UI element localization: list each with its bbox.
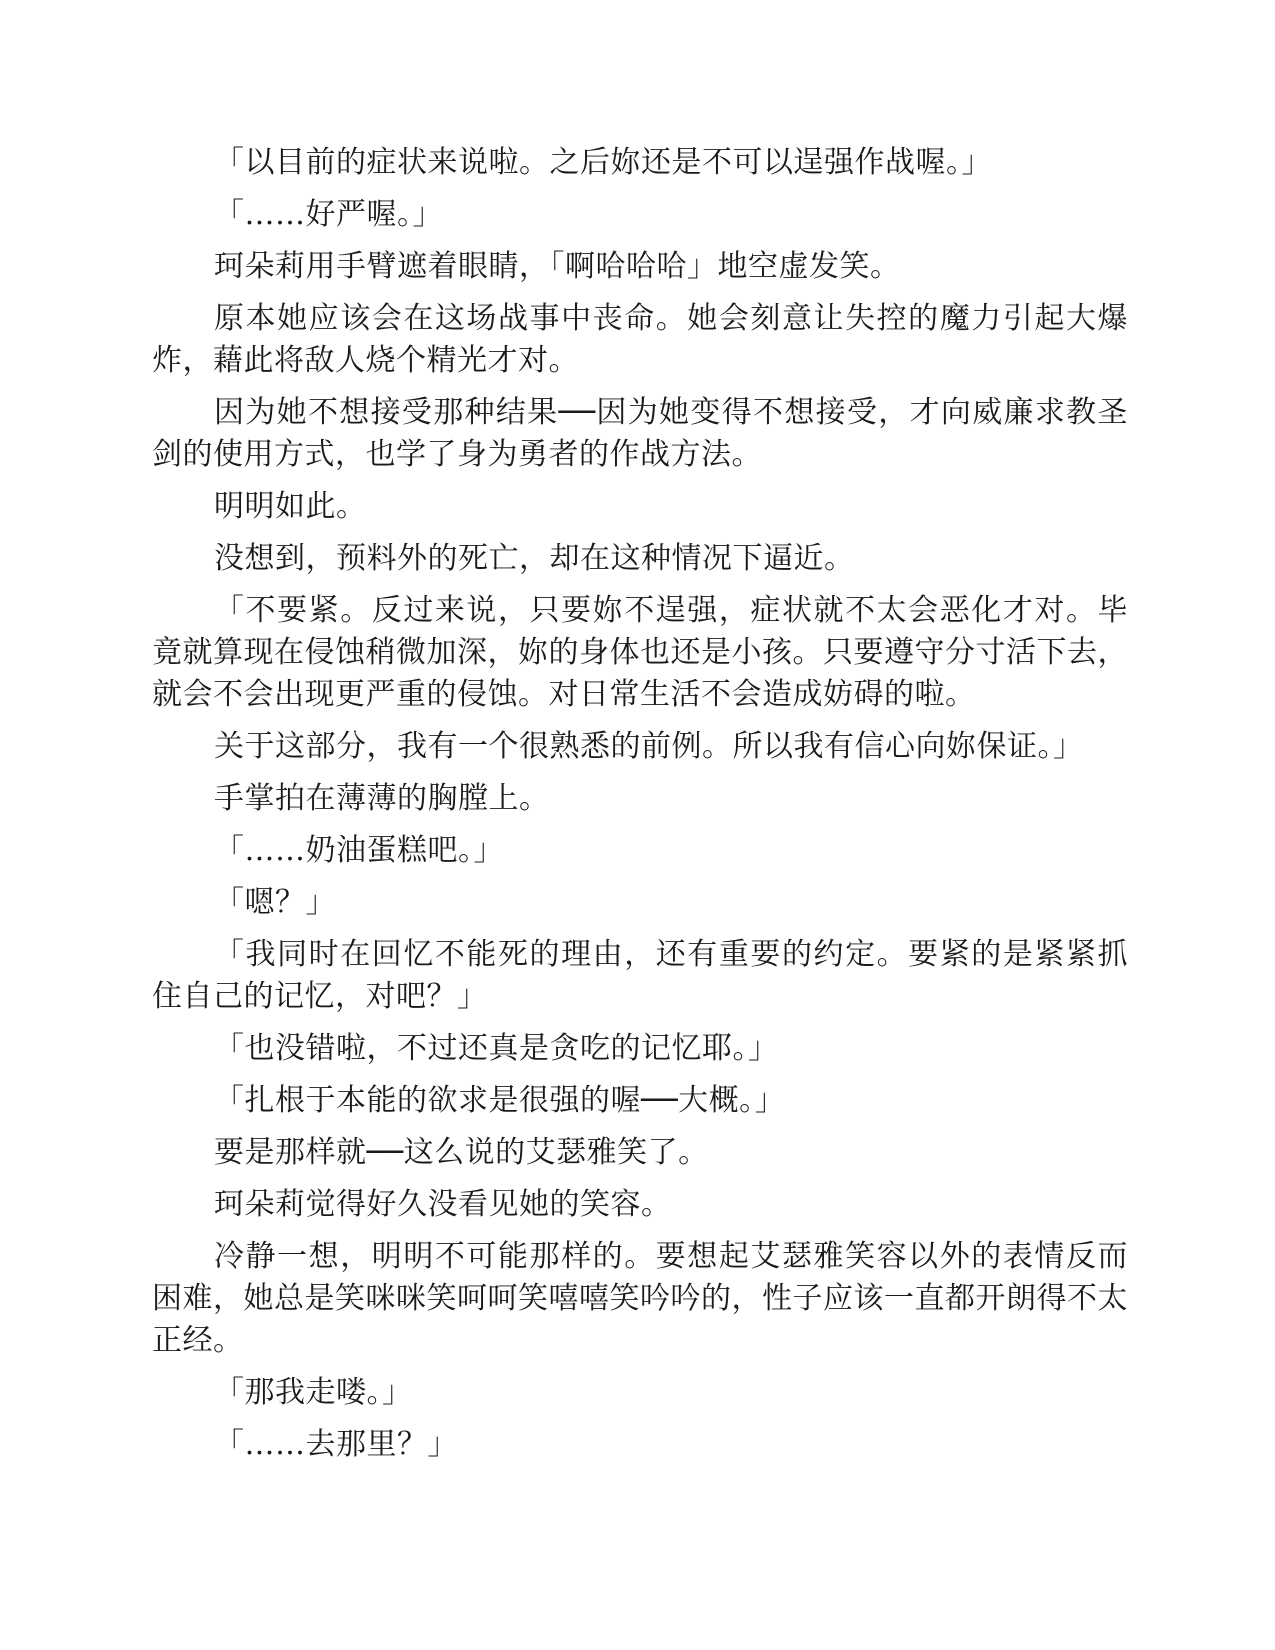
paragraph: 原本她应该会在这场战事中丧命。她会刻意让失控的魔力引起大爆炸，藉此将敌人烧个精光才对。 (152, 301, 1128, 378)
paragraph: 手掌拍在薄薄的胸膛上。 (214, 781, 550, 816)
paragraph: 关于这部分，我有一个很熟悉的前例。所以我有信心向妳保证。」 (214, 729, 1084, 764)
paragraph: 「扎根于本能的欲求是很强的喔──大概。」 (214, 1083, 786, 1118)
paragraph: 「也没错啦，不过还真是贪吃的记忆耶。」 (214, 1031, 779, 1066)
paragraph: 「那我走喽。」 (214, 1375, 413, 1410)
paragraph: 珂朵莉用手臂遮着眼睛，「啊哈哈哈」地空虚发笑。 (214, 249, 901, 284)
paragraph: 冷静一想，明明不可能那样的。要想起艾瑟雅笑容以外的表情反而困难，她总是笑咪咪笑呵呵笑嘻嘻笑吟吟的，性子应该一直都开朗得不太正经。 (152, 1239, 1128, 1358)
paragraph: 「不要紧。反过来说，只要妳不逞强，症状就不太会恶化才对。毕竟就算现在侵蚀稍微加深，妳的身体也还是小孩。只要遵守分寸活下去，就会不会出现更严重的侵蚀。对日常生活不会造成妨碍的啦。 (152, 593, 1128, 712)
paragraph: 要是那样就──这么说的艾瑟雅笑了。 (214, 1135, 709, 1170)
paragraph: 「……奶油蛋糕吧。」 (214, 833, 504, 868)
paragraph: 「……好严喔。」 (214, 197, 443, 232)
paragraph: 「嗯？」 (214, 885, 336, 920)
paragraph: 因为她不想接受那种结果──因为她变得不想接受，才向威廉求教圣剑的使用方式，也学了身为勇者的作战方法。 (152, 395, 1128, 472)
paragraph: 「我同时在回忆不能死的理由，还有重要的约定。要紧的是紧紧抓住自己的记忆，对吧？」 (152, 937, 1128, 1014)
paragraph: 「以目前的症状来说啦。之后妳还是不可以逞强作战喔。」 (214, 145, 992, 180)
paragraph: 珂朵莉觉得好久没看见她的笑容。 (214, 1187, 672, 1222)
paragraph: 没想到，预料外的死亡，却在这种情况下逼近。 (214, 541, 855, 576)
paragraph: 「……去那里？」 (214, 1427, 458, 1462)
document-body (152, 142, 1128, 1476)
paragraph: 明明如此。 (214, 489, 367, 524)
